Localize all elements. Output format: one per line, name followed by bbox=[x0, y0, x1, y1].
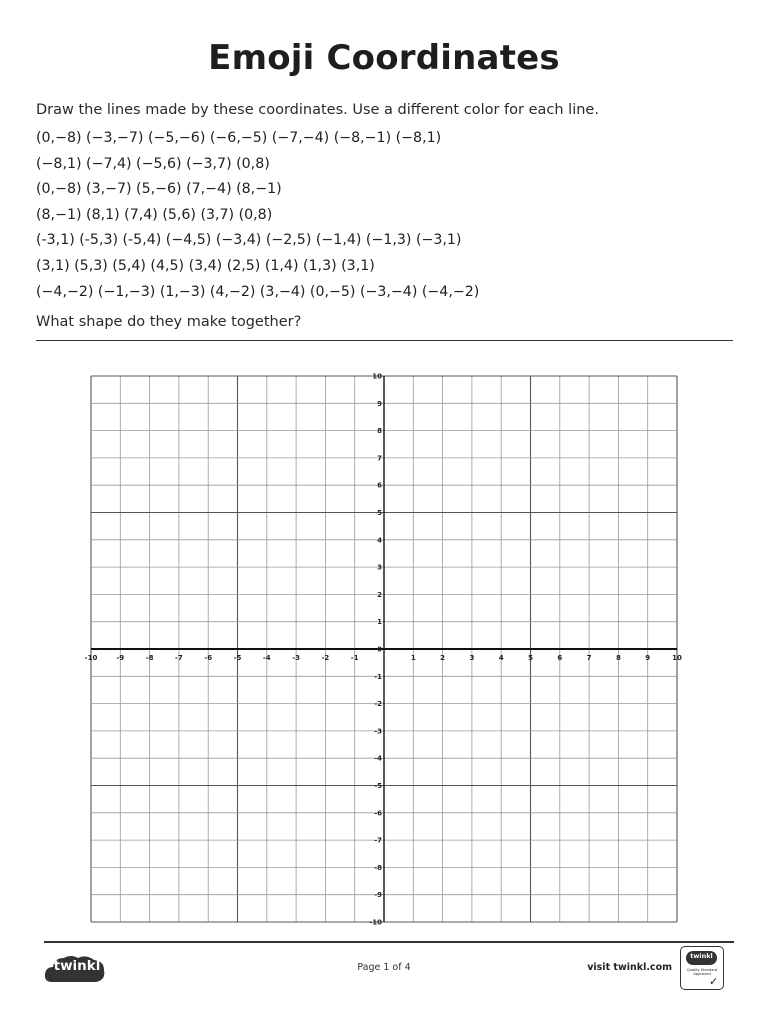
x-tick-label: -9 bbox=[116, 654, 125, 662]
y-tick-label: -9 bbox=[374, 891, 382, 900]
visit-link[interactable]: visit twinkl.com bbox=[587, 962, 672, 973]
y-tick-label: 5 bbox=[377, 509, 382, 517]
y-tick-label: -3 bbox=[374, 727, 382, 736]
y-tick-label: 7 bbox=[377, 454, 382, 463]
x-tick-label: 1 bbox=[410, 654, 416, 662]
x-tick-label: 2 bbox=[440, 654, 446, 662]
coordinate-line: (−4,−2) (−1,−3) (1,−3) (4,−2) (3,−4) (0,−5) (−3,−4) (−4,−2) bbox=[36, 283, 480, 300]
logo-text: twinkl bbox=[53, 958, 101, 974]
x-tick-label: -7 bbox=[175, 654, 183, 662]
y-tick-label: -2 bbox=[374, 700, 382, 709]
y-tick-label: -8 bbox=[374, 863, 382, 872]
x-tick-label: 9 bbox=[645, 654, 651, 662]
badge-logo-text: twinkl bbox=[690, 952, 713, 960]
x-tick-label: 6 bbox=[557, 654, 563, 662]
y-tick-label: 4 bbox=[377, 536, 382, 545]
badge-caption: Quality Standard Approved bbox=[686, 968, 718, 977]
y-tick-label: 2 bbox=[377, 590, 382, 599]
x-tick-label: 8 bbox=[615, 654, 621, 662]
x-tick-label: -5 bbox=[233, 654, 242, 662]
x-tick-label: -8 bbox=[145, 654, 154, 662]
x-tick-label: 10 bbox=[672, 654, 682, 662]
x-tick-label: -10 bbox=[84, 654, 98, 662]
coordinate-line: (0,−8) (−3,−7) (−5,−6) (−6,−5) (−7,−4) (−8,−1) (−8,1) bbox=[36, 130, 442, 146]
question: What shape do they make together? bbox=[36, 314, 302, 330]
coordinate-line: (0,−8) (3,−7) (5,−6) (7,−4) (8,−1) bbox=[36, 181, 282, 198]
x-tick-label: -6 bbox=[204, 654, 213, 662]
page-title: Emoji Coordinates bbox=[208, 38, 560, 78]
y-tick-label: -4 bbox=[374, 754, 382, 763]
y-tick-label: -5 bbox=[374, 782, 382, 790]
y-tick-label: 1 bbox=[377, 618, 382, 627]
y-tick-label: -7 bbox=[374, 836, 382, 845]
footer-divider bbox=[44, 941, 734, 943]
x-tick-label: 7 bbox=[586, 654, 592, 662]
y-tick-label: 6 bbox=[377, 481, 382, 490]
instructions: Draw the lines made by these coordinates. Use a different color for each line. bbox=[36, 102, 599, 118]
x-tick-label: 5 bbox=[528, 654, 533, 662]
y-tick-label: 10 bbox=[372, 372, 382, 381]
coordinate-line: (3,1) (5,3) (5,4) (4,5) (3,4) (2,5) (1,4) (1,3) (3,1) bbox=[36, 257, 375, 274]
page-number: Page 1 of 4 bbox=[357, 962, 411, 973]
y-tick-label: -1 bbox=[374, 672, 382, 681]
x-tick-label: -3 bbox=[292, 654, 300, 662]
y-tick-label: 8 bbox=[377, 427, 382, 436]
x-tick-label: -4 bbox=[262, 654, 271, 662]
y-tick-label: -6 bbox=[374, 809, 382, 818]
coordinate-line: (8,−1) (8,1) (7,4) (5,6) (3,7) (0,8) bbox=[36, 206, 273, 223]
y-tick-label: 9 bbox=[377, 399, 382, 408]
y-tick-label: 0 bbox=[377, 645, 382, 654]
coordinate-line: (−8,1) (−7,4) (−5,6) (−3,7) (0,8) bbox=[36, 155, 270, 172]
x-tick-label: -1 bbox=[350, 654, 359, 662]
x-tick-label: 3 bbox=[469, 654, 475, 662]
coordinate-line: (-3,1) (-5,3) (-5,4) (−4,5) (−3,4) (−2,5) (−1,4) (−1,3) (−3,1) bbox=[36, 232, 462, 249]
y-tick-label: -10 bbox=[369, 918, 382, 927]
y-tick-label: 3 bbox=[377, 563, 382, 572]
x-tick-label: -2 bbox=[321, 654, 330, 662]
x-tick-label: 4 bbox=[498, 654, 504, 662]
quality-badge bbox=[680, 946, 724, 990]
checkmark-icon: ✓ bbox=[709, 975, 719, 988]
